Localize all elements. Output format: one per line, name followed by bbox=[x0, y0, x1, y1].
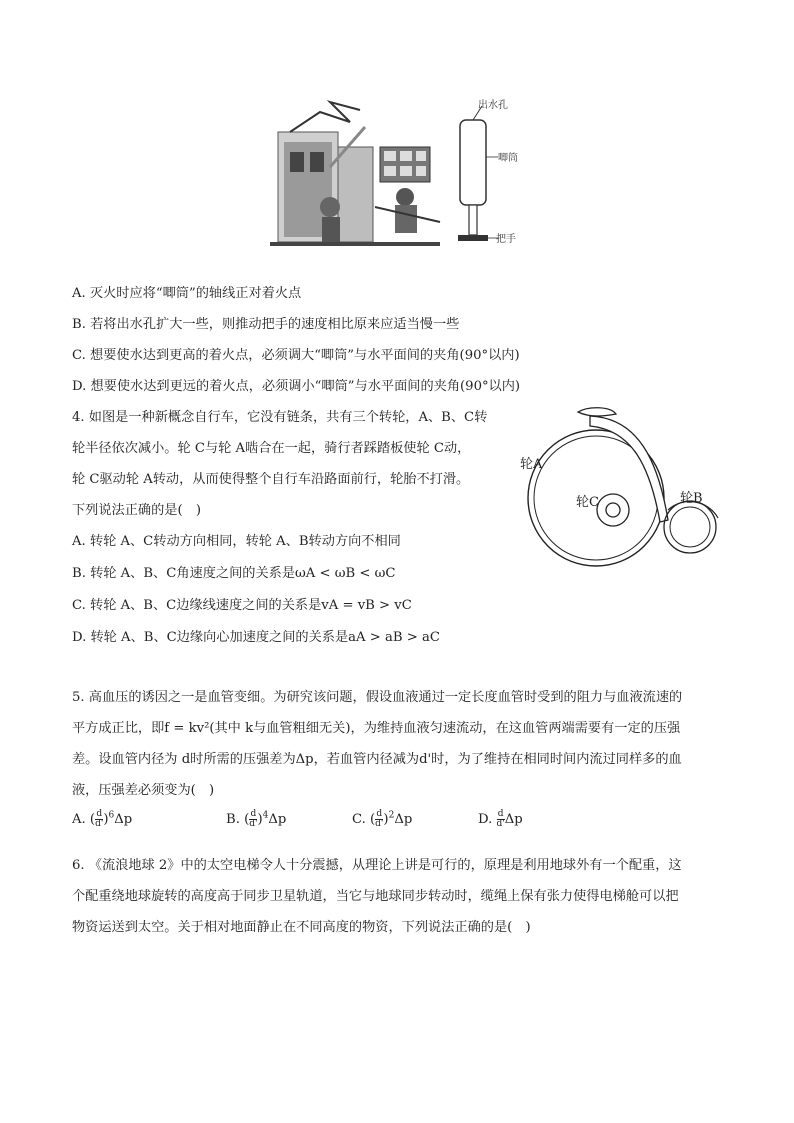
q3-option-d: D. 想要使水达到更远的着火点，必须调小“唧筒”与水平面间的夹角(90°以内) bbox=[72, 379, 521, 394]
q4-option-b: B. 转轮 A、B、C角速度之间的关系是ωA < ωB < ωC bbox=[72, 566, 396, 581]
q5-stem-line-4: 液，压强差必须变为( ) bbox=[72, 783, 215, 798]
bicycle-diagram bbox=[518, 400, 724, 570]
pump-cylinder bbox=[460, 120, 486, 205]
q6-stem-line-3: 物资运送到太空。关于相对地面静止在不同高度的物资，下列说法正确的是( ) bbox=[72, 920, 531, 935]
pump-illustration bbox=[270, 92, 530, 252]
wheel-b-inner bbox=[670, 507, 710, 547]
wheel-a-label: 轮A bbox=[520, 457, 543, 472]
q6-stem-line-1: 6. 《流浪地球 2》中的太空电梯令人十分震撼，从理论上讲是可行的，原理是利用地球外有一个配重，这 bbox=[72, 858, 682, 873]
q4-stem-line-4: 下列说法正确的是( ) bbox=[72, 503, 201, 518]
wheel-b bbox=[664, 501, 716, 553]
wheel-c-hub bbox=[606, 503, 620, 517]
ancient-fire-scene bbox=[270, 102, 440, 246]
q5-option-c: C. ( $\frac{d}{d'}$ )$^2$Δp bbox=[352, 809, 413, 829]
bicycle-seat bbox=[578, 408, 616, 416]
q5-stem-line-2: 平方成正比，即f = kv²(其中 k与血管粗细无关)，为维持血液匀速流动，在这血管两端需要有一定的压强 bbox=[72, 721, 681, 736]
pump-label: 唧筒 bbox=[498, 153, 518, 164]
q4-option-c: C. 转轮 A、B、C边缘线速度之间的关系是vA = vB > vC bbox=[72, 598, 412, 613]
q4-stem-line-1: 4. 如图是一种新概念自行车，它没有链条，共有三个转轮，A、B、C转 bbox=[72, 410, 488, 425]
q4-stem-line-2: 轮半径依次减小。轮 C与轮 A啮合在一起，骑行者踩踏板使轮 C动， bbox=[72, 441, 471, 456]
handle-label: 把手 bbox=[496, 234, 516, 245]
wheel-b-label: 轮B bbox=[680, 491, 703, 506]
q4-option-a: A. 转轮 A、C转动方向相同，转轮 A、B转动方向不相同 bbox=[72, 534, 401, 549]
bicycle-figure bbox=[518, 400, 724, 570]
q5-option-a: A. ( $\frac{d}{d'}$ )$^6$Δp bbox=[72, 809, 133, 829]
q6-stem-line-2: 个配重绕地球旋转的高度高于同步卫星轨道，当它与地球同步转动时，缆绳上保有张力使得电梯舱可以把 bbox=[72, 889, 679, 904]
pump-rod bbox=[469, 205, 477, 235]
q5-option-d: D. $\frac{d}{d'}$ Δp bbox=[478, 809, 523, 829]
q5-option-b: B. ( $\frac{d}{d'}$ )$^4$Δp bbox=[226, 809, 287, 829]
wheel-c-label: 轮C bbox=[576, 495, 599, 510]
pump-diagram bbox=[458, 98, 518, 245]
q5-stem-line-3: 差。设血管内径为 d时所需的压强差为Δp，若血管内径减为d'时，为了维持在相同时间内流过同样多的血 bbox=[72, 752, 682, 767]
q3-option-b: B. 若将出水孔扩大一些，则推动把手的速度相比原来应适当慢一些 bbox=[72, 317, 460, 332]
outlet-label: 出水孔 bbox=[478, 100, 508, 111]
q3-option-c: C. 想要使水达到更高的着火点，必须调大“唧筒”与水平面间的夹角(90°以内) bbox=[72, 348, 520, 363]
pump-figure bbox=[270, 92, 530, 252]
q4-stem-line-3: 轮 C驱动轮 A转动，从而使得整个自行车沿路面前行，轮胎不打滑。 bbox=[72, 472, 470, 487]
q4-option-d: D. 转轮 A、B、C边缘向心加速度之间的关系是aA > aB > aC bbox=[72, 630, 440, 645]
q3-option-a: A. 灭火时应将“唧筒”的轴线正对着火点 bbox=[72, 286, 302, 301]
wheel-c bbox=[597, 494, 629, 526]
pump-handle bbox=[458, 235, 488, 241]
q5-stem-line-1: 5. 高血压的诱因之一是血管变细。为研究该问题，假设血液通过一定长度血管时受到的阻力与血液流速的 bbox=[72, 690, 683, 705]
